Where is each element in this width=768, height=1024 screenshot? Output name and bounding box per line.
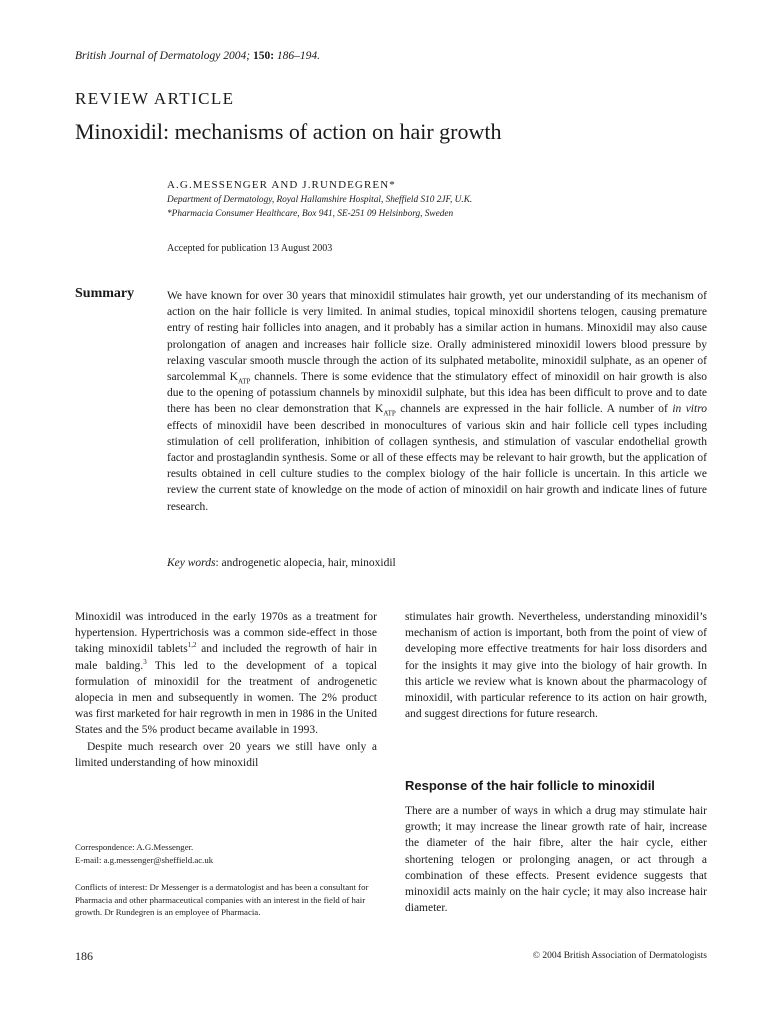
body-paragraph: stimulates hair growth. Nevertheless, understanding minoxidil’s mechanism of action is important, both from the point of view of developing more effective treatments for hair loss disorders and for the insights it may give into the biology of hair growth. In this article we review what is known about the pharmacology of minoxidil, with particular reference to its action on hair growth, and suggest directions for future research. [405,611,707,721]
summary-part-4: effects of minoxidil have been described in monocultures of various skin and hair follicle cell types including stimulation of cell proliferation, inhibition of collagen synthesis, and stimulation of vascular endothelial growth factor and prostaglandin synthesis. Some or all of these effects may be relevant to hair growth, but the application of results obtained in cell culture studies to the complex biology of the hair follicle is uncertain. In this article we review the current state of knowledge on the mode of action of minoxidil on hair growth and indicate lines of future research. [167,419,707,513]
body-paragraph [75,609,377,739]
correspondence-name: Correspondence: A.G.Messenger. [75,842,194,852]
authors: A.G.MESSENGER AND J.RUNDEGREN* [167,179,396,191]
summary-part-2: channels. There is some evidence that the stimulatory effect of minoxidil on hair growth is also due to the opening of potassium channels by minoxidil sulphate, but this idea has been difficult to prove and to date there has been no clear demonstration that K [167,371,707,416]
summary-part-3: channels are expressed in the hair follicle. A number of [395,403,673,416]
section-heading: Response of the hair follicle to minoxidil [405,778,655,793]
article-type: REVIEW ARTICLE [75,89,235,108]
body-paragraph: There are a number of ways in which a drug may stimulate hair growth; it may increase the linear growth rate of hair, increase the diameter of the hair fibre, alter the hair cycle, either shortening telogen or prolonging anagen, or act through a combination of these effects. Present evidence suggests that minoxidil acts mainly on the hair cycle; it may also increase hair diameter. [405,805,707,915]
journal-pages: 186–194. [276,50,321,62]
body-column-right-section [405,803,707,916]
body-text: This led to the development of a topical formulation of minoxidil for the treatment of androgenetic alopecia in men and subsequently in women. The 2% product was first marketed for hair regrowth in men in 1986 in the United States and the 5% product became available in 1993. [75,659,377,737]
body-column-right [405,609,707,722]
body-paragraph: Despite much research over 20 years we still have only a limited understanding of how minoxidil [75,740,377,769]
journal-name: British Journal of Dermatology [75,50,221,62]
correspondence-footnote [75,841,377,866]
copyright: © 2004 British Association of Dermatologists [532,951,707,961]
affiliation-1: Department of Dermatology, Royal Hallamshire Hospital, Sheffield S10 2JF, U.K. [167,195,473,205]
keywords [167,557,396,569]
summary-part-1: We have known for over 30 years that minoxidil stimulates hair growth, yet our understanding of its mechanism of action on the hair follicle is very limited. In animal studies, topical minoxidil shortens telogen, causing premature entry of resting hair follicles into anagen, and it probably has a similar action in humans. Minoxidil may also cause prolongation of anagen and increases hair follicle size. Orally administered minoxidil lowers blood pressure by relaxing vascular smooth muscle through the action of its sulphated metabolite, minoxidil sulphate, as an opener of sarcolemmal K [167,290,707,384]
conflicts-footnote: Conflicts of interest: Dr Messenger is a dermatologist and has been a consultant for Pharmacia and other pharmaceutical companies with an interest in the field of hair growth. Dr Rundegren is an employee of Pharmacia. [75,882,369,918]
body-column-left [75,609,377,771]
accepted-date: Accepted for publication 13 August 2003 [167,243,333,254]
keywords-text: : androgenetic alopecia, hair, minoxidil [215,557,396,569]
journal-volume: 150: [252,50,275,62]
reference-marker: 3 [143,657,147,666]
page-number: 186 [75,949,93,963]
keywords-label: Key words [167,557,216,569]
affiliation-2: *Pharmacia Consumer Healthcare, Box 941, SE-251 09 Helsinborg, Sweden [167,209,454,219]
summary-text [167,288,707,515]
summary-italic: in vitro [672,403,707,416]
katp-subscript-2: ATP [383,409,396,418]
article-title: Minoxidil: mechanisms of action on hair growth [75,119,502,144]
summary-heading: Summary [75,286,135,301]
journal-year: 2004; [223,50,251,62]
katp-subscript-1: ATP [237,377,251,386]
reference-marker: 1,2 [187,641,197,650]
journal-citation [75,50,320,62]
body-text: and included the regrowth of hair in male balding. [75,643,377,672]
correspondence-email: E-mail: a.g.messenger@sheffield.ac.uk [75,854,214,865]
body-text: Minoxidil was introduced in the early 1970s as a treatment for hypertension. Hypertrichosis was a common side-effect in those taking minoxidil tablets [75,611,377,656]
